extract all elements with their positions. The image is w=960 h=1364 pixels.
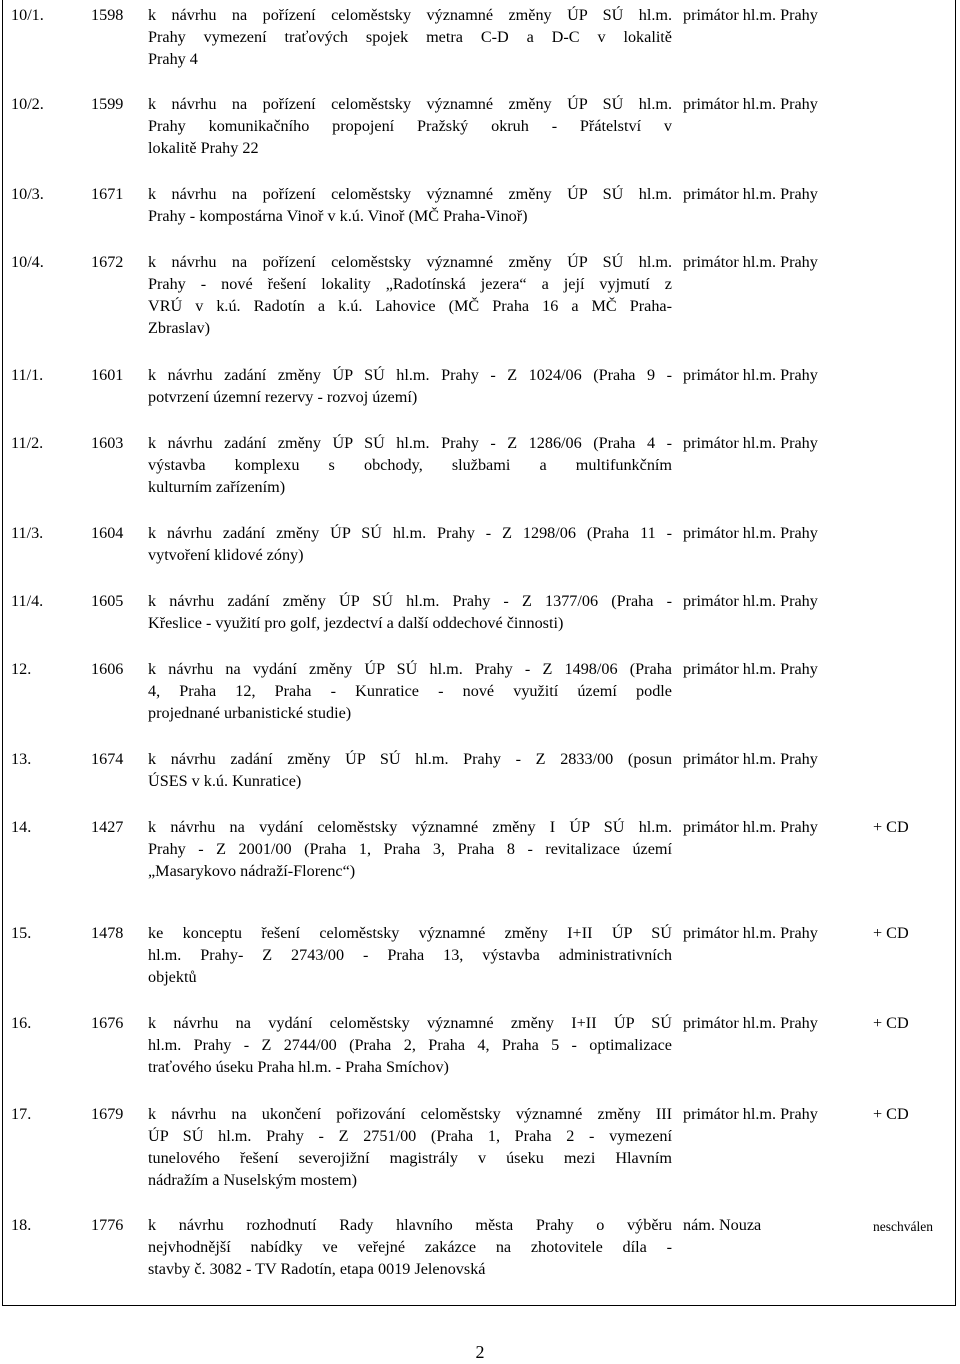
presenter: nám. Nouza bbox=[683, 1216, 762, 1234]
description-line: k návrhu zadání změny ÚP SÚ hl.m. Prahy - Z 2833/00 (posun bbox=[148, 750, 672, 768]
document-number: 1598 bbox=[91, 6, 124, 24]
item-description bbox=[148, 93, 672, 159]
description-line: vytvoření klidové zóny) bbox=[148, 546, 304, 564]
description-line: Křeslice - využití pro golf, jezdectví a další oddechové činnosti) bbox=[148, 614, 564, 632]
description-line: kulturním zařízením) bbox=[148, 478, 286, 496]
item-note: + CD bbox=[873, 1014, 909, 1032]
description-line: lokalitě Prahy 22 bbox=[148, 139, 259, 157]
presenter: primátor hl.m. Prahy bbox=[683, 434, 818, 452]
description-line: k návrhu na vydání změny ÚP SÚ hl.m. Prahy - Z 1498/06 (Praha bbox=[148, 660, 672, 678]
description-line: Prahy - nové řešení lokality „Radotínská jezera“ a její vyjmutí z bbox=[148, 275, 672, 293]
document-number: 1427 bbox=[91, 818, 124, 836]
document-number: 1674 bbox=[91, 750, 124, 768]
description-line: k návrhu na pořízení celoměstsky významné změny ÚP SÚ hl.m. bbox=[148, 253, 672, 271]
item-number: 10/1. bbox=[11, 6, 44, 24]
description-line: stavby č. 3082 - TV Radotín, etapa 0019 Jelenovská bbox=[148, 1260, 486, 1278]
item-number: 16. bbox=[11, 1014, 32, 1032]
presenter: primátor hl.m. Prahy bbox=[683, 1014, 818, 1032]
item-note: + CD bbox=[873, 924, 909, 942]
document-number: 1672 bbox=[91, 253, 124, 271]
item-number: 11/4. bbox=[11, 592, 44, 610]
presenter: primátor hl.m. Prahy bbox=[683, 95, 818, 113]
description-line: k návrhu na pořízení celoměstsky významné změny ÚP SÚ hl.m. bbox=[148, 185, 672, 203]
item-number: 10/4. bbox=[11, 253, 44, 271]
description-line: projednané urbanistické studie) bbox=[148, 704, 352, 722]
description-line: výstavba komplexu s obchody, službami a multifunkčním bbox=[148, 456, 672, 474]
item-number: 11/3. bbox=[11, 524, 44, 542]
presenter: primátor hl.m. Prahy bbox=[683, 524, 818, 542]
item-description bbox=[148, 251, 672, 339]
description-line: ÚSES v k.ú. Kunratice) bbox=[148, 772, 302, 790]
description-line: k návrhu zadání změny ÚP SÚ hl.m. Prahy - Z 1298/06 (Praha 11 - bbox=[148, 524, 672, 542]
item-number: 12. bbox=[11, 660, 32, 678]
presenter: primátor hl.m. Prahy bbox=[683, 6, 818, 24]
item-description bbox=[148, 816, 672, 882]
description-line: hl.m. Prahy - Z 2744/00 (Praha 2, Praha 4, Praha 5 - optimalizace bbox=[148, 1036, 672, 1054]
item-description bbox=[148, 183, 672, 227]
presenter: primátor hl.m. Prahy bbox=[683, 818, 818, 836]
item-note: neschválen bbox=[873, 1219, 933, 1234]
item-number: 18. bbox=[11, 1216, 32, 1234]
item-description bbox=[148, 748, 672, 792]
description-line: ÚP SÚ hl.m. Prahy - Z 2751/00 (Praha 1, Praha 2 - vymezení bbox=[148, 1127, 672, 1145]
item-description bbox=[148, 1214, 672, 1280]
presenter: primátor hl.m. Prahy bbox=[683, 924, 818, 942]
document-number: 1601 bbox=[91, 366, 124, 384]
description-line: k návrhu na vydání celoměstsky významné změny I+II ÚP SÚ bbox=[148, 1014, 672, 1032]
description-line: 4, Praha 12, Praha - Kunratice - nové využití území podle bbox=[148, 682, 672, 700]
presenter: primátor hl.m. Prahy bbox=[683, 750, 818, 768]
item-note: + CD bbox=[873, 1105, 909, 1123]
document-number: 1676 bbox=[91, 1014, 124, 1032]
item-description bbox=[148, 1012, 672, 1078]
description-line: ke konceptu řešení celoměstsky významné změny I+II ÚP SÚ bbox=[148, 924, 672, 942]
item-number: 15. bbox=[11, 924, 32, 942]
description-line: nejvhodnější nabídky ve veřejné zakázce na zhotovitele díla - bbox=[148, 1238, 672, 1256]
presenter: primátor hl.m. Prahy bbox=[683, 1105, 818, 1123]
description-line: Prahy - Z 2001/00 (Praha 1, Praha 3, Praha 8 - revitalizace území bbox=[148, 840, 672, 858]
description-line: k návrhu zadání změny ÚP SÚ hl.m. Prahy - Z 1377/06 (Praha - bbox=[148, 592, 672, 610]
description-line: tunelového řešení severojižní magistrály v úseku mezi Hlavním bbox=[148, 1149, 672, 1167]
item-note: + CD bbox=[873, 818, 909, 836]
presenter: primátor hl.m. Prahy bbox=[683, 253, 818, 271]
document-number: 1679 bbox=[91, 1105, 124, 1123]
item-description bbox=[148, 364, 672, 408]
description-line: hl.m. Prahy- Z 2743/00 - Praha 13, výstavba administrativních bbox=[148, 946, 672, 964]
item-description bbox=[148, 922, 672, 988]
item-number: 17. bbox=[11, 1105, 32, 1123]
document-number: 1606 bbox=[91, 660, 124, 678]
item-description bbox=[148, 522, 672, 566]
description-line: Prahy komunikačního propojení Pražský okruh - Přátelství v bbox=[148, 117, 672, 135]
description-line: k návrhu na ukončení pořizování celoměstsky významné změny III bbox=[148, 1105, 672, 1123]
item-description bbox=[148, 1103, 672, 1191]
description-line: VRÚ v k.ú. Radotín a k.ú. Lahovice (MČ Praha 16 a MČ Praha- bbox=[148, 297, 672, 315]
description-line: k návrhu zadání změny ÚP SÚ hl.m. Prahy - Z 1286/06 (Praha 4 - bbox=[148, 434, 672, 452]
description-line: objektů bbox=[148, 968, 197, 986]
description-line: k návrhu rozhodnutí Rady hlavního města Prahy o výběru bbox=[148, 1216, 672, 1234]
presenter: primátor hl.m. Prahy bbox=[683, 185, 818, 203]
description-line: nádražím a Nuselským mostem) bbox=[148, 1171, 358, 1189]
presenter: primátor hl.m. Prahy bbox=[683, 366, 818, 384]
document-number: 1603 bbox=[91, 434, 124, 452]
description-line: „Masarykovo nádraží-Florenc“) bbox=[148, 862, 356, 880]
document-number: 1478 bbox=[91, 924, 124, 942]
document-number: 1671 bbox=[91, 185, 124, 203]
document-number: 1604 bbox=[91, 524, 124, 542]
document-number: 1605 bbox=[91, 592, 124, 610]
presenter: primátor hl.m. Prahy bbox=[683, 660, 818, 678]
page-number: 2 bbox=[475, 1342, 485, 1362]
presenter: primátor hl.m. Prahy bbox=[683, 592, 818, 610]
item-number: 10/3. bbox=[11, 185, 44, 203]
item-number: 14. bbox=[11, 818, 32, 836]
item-description bbox=[148, 590, 672, 634]
description-line: potvrzení územní rezervy - rozvoj území) bbox=[148, 388, 418, 406]
document-number: 1599 bbox=[91, 95, 124, 113]
item-description bbox=[148, 432, 672, 498]
item-number: 11/1. bbox=[11, 366, 44, 384]
description-line: Prahy 4 bbox=[148, 50, 198, 68]
description-line: k návrhu zadání změny ÚP SÚ hl.m. Prahy - Z 1024/06 (Praha 9 - bbox=[148, 366, 672, 384]
agenda-table bbox=[2, 0, 956, 1306]
item-number: 13. bbox=[11, 750, 32, 768]
description-line: Prahy - kompostárna Vinoř v k.ú. Vinoř (MČ Praha-Vinoř) bbox=[148, 207, 528, 225]
description-line: Prahy vymezení traťových spojek metra C-D a D-C v lokalitě bbox=[148, 28, 672, 46]
description-line: Zbraslav) bbox=[148, 319, 211, 337]
description-line: k návrhu na pořízení celoměstsky významné změny ÚP SÚ hl.m. bbox=[148, 6, 672, 24]
description-line: k návrhu na vydání celoměstsky významné změny I ÚP SÚ hl.m. bbox=[148, 818, 672, 836]
document-number: 1776 bbox=[91, 1216, 124, 1234]
item-description bbox=[148, 658, 672, 724]
description-line: k návrhu na pořízení celoměstsky významné změny ÚP SÚ hl.m. bbox=[148, 95, 672, 113]
description-line: traťového úseku Praha hl.m. - Praha Smíchov) bbox=[148, 1058, 449, 1076]
item-description bbox=[148, 4, 672, 70]
item-number: 10/2. bbox=[11, 95, 44, 113]
item-number: 11/2. bbox=[11, 434, 44, 452]
